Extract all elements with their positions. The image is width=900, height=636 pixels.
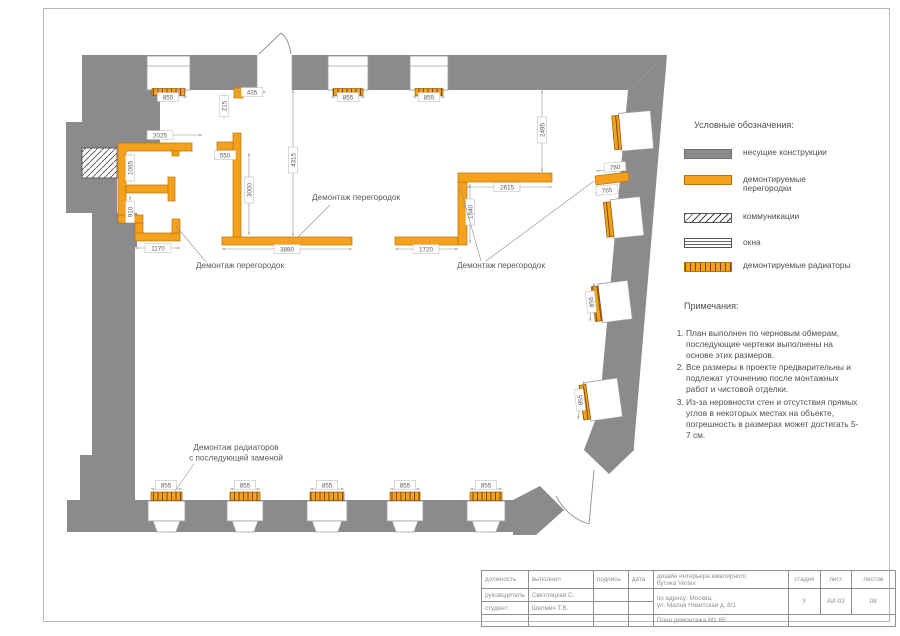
note-item: 1. План выполнен по черновым обмерам, последующие чертежи выполнены на основе этих размеров.: [686, 328, 862, 361]
tb-row-name: Шелмич Т.В.: [528, 602, 593, 615]
svg-text:2495: 2495: [539, 122, 547, 138]
dimension: [147, 131, 173, 140]
dimension: [220, 95, 229, 117]
tb-empty-cell: [788, 615, 895, 627]
svg-text:855: 855: [342, 94, 354, 102]
tb-empty-cell: [628, 615, 653, 627]
tb-header-stage: стадия: [788, 571, 820, 589]
tb-header-sheet: лист: [820, 571, 851, 589]
legend-item-communications: [684, 212, 890, 223]
dimension: [316, 481, 338, 490]
tb-header-sheets: листов: [851, 571, 895, 589]
legend-label: коммуникации: [743, 211, 800, 222]
svg-text:855: 855: [423, 94, 435, 102]
svg-text:4315: 4315: [290, 152, 298, 168]
tb-empty-cell: [593, 615, 628, 627]
windows-swatch: [684, 238, 732, 248]
communications-swatch: [684, 213, 732, 223]
walls-layer: [66, 55, 667, 535]
dimension: [585, 291, 596, 313]
tb-row-name: Светлицкая С.: [528, 589, 593, 602]
dimension: [494, 183, 520, 192]
notes: [670, 301, 884, 442]
annotation-label: с последующей заменой: [189, 453, 283, 463]
dimensions-layer: [118, 88, 632, 490]
dimension: [394, 481, 416, 490]
tb-project-line1: дизайн интерьера ювелирного: [656, 572, 747, 580]
annotation-label: Демонтаж радиаторов: [193, 443, 279, 452]
svg-text:855: 855: [162, 94, 174, 102]
tb-sheet-value: АИ-03: [820, 589, 851, 615]
notes-title: Примечания:: [684, 301, 739, 311]
window: [576, 378, 623, 422]
dimension: [289, 147, 298, 173]
load-bearing-swatch: [684, 149, 732, 159]
tb-address: [653, 589, 788, 615]
window: [147, 56, 190, 96]
radiator: [151, 492, 182, 501]
tb-empty-cell: [528, 615, 593, 627]
legend-item-radiators: [684, 261, 890, 272]
legend-label: несущие конструкции: [743, 147, 827, 157]
communications-hatch: [82, 148, 117, 178]
top-door: [257, 33, 292, 91]
svg-text:550: 550: [219, 152, 231, 160]
window: [410, 56, 448, 96]
dimension: [413, 245, 439, 254]
svg-text:3000: 3000: [246, 182, 254, 198]
annotation-label: Демонтаж перегородок: [311, 193, 401, 202]
tb-address-line2: ул. Малая Никитская д. 8/1: [656, 601, 736, 609]
tb-header-position: должность: [482, 571, 529, 589]
annotation-label: Демонтаж перегородок: [456, 261, 546, 270]
dimension: [234, 481, 256, 490]
legend-label: окна: [743, 236, 761, 247]
svg-text:1065: 1065: [127, 160, 135, 176]
svg-text:3880: 3880: [279, 246, 295, 254]
tb-header-executor: выполнил: [528, 571, 593, 589]
dimension: [418, 93, 440, 102]
legend-label: демонтируемые радиаторы: [743, 260, 851, 271]
svg-text:780: 780: [609, 163, 621, 172]
entrance-door: [556, 470, 594, 524]
svg-text:1640: 1640: [467, 204, 475, 220]
dimension: [214, 151, 236, 160]
svg-text:855: 855: [321, 482, 333, 490]
tb-drawing-title: План демонтажа М1:65: [653, 615, 788, 627]
window: [328, 56, 368, 96]
title-block: [481, 570, 896, 627]
dimension: [475, 481, 497, 490]
dimension: [245, 177, 254, 203]
tb-signature-cell: [593, 602, 628, 615]
tb-header-signature: подпись: [593, 571, 628, 589]
dimension: [604, 162, 626, 173]
dimension: [126, 201, 135, 223]
dimension: [126, 155, 135, 181]
window: [603, 197, 644, 240]
dimension: [145, 244, 171, 253]
tb-project: [653, 571, 788, 589]
svg-text:855: 855: [587, 296, 596, 308]
svg-text:855: 855: [480, 482, 492, 490]
annotation-label: Демонтаж перегородок: [195, 261, 285, 270]
tb-row-position: студент: [482, 602, 529, 615]
dimension: [538, 117, 547, 143]
tb-header-date: дата: [628, 571, 653, 589]
legend-label: демонтируемые перегородки: [743, 173, 806, 194]
svg-text:910: 910: [127, 206, 135, 218]
tb-empty-cell: [482, 615, 529, 627]
svg-text:855: 855: [399, 482, 411, 490]
dimension: [337, 93, 359, 102]
legend-item-load-bearing: [684, 148, 890, 159]
svg-text:435: 435: [246, 89, 258, 97]
svg-text:855: 855: [239, 482, 251, 490]
legend-title: Условные обозначения:: [694, 120, 794, 130]
tb-date-cell: [628, 589, 653, 602]
svg-text:1720: 1720: [418, 246, 434, 254]
partitions-layer: [118, 88, 629, 245]
radiator: [230, 492, 260, 501]
svg-text:2025: 2025: [152, 132, 168, 140]
dimension: [155, 481, 177, 490]
window: [612, 111, 654, 152]
demolished-radiators-swatch: [684, 262, 732, 272]
radiator: [470, 492, 502, 501]
legend-item-windows: [684, 238, 890, 249]
demolished-partitions-swatch: [684, 175, 732, 185]
notes-list: [670, 328, 862, 441]
tb-sheets-value: 08: [851, 589, 895, 615]
svg-text:855: 855: [160, 482, 172, 490]
radiator: [310, 492, 344, 501]
dimension: [274, 245, 300, 254]
legend-item-partitions: [684, 175, 890, 195]
tb-address-line1: по адресу: Москва,: [656, 594, 713, 602]
tb-date-cell: [628, 602, 653, 615]
dimension: [596, 185, 618, 196]
dimension: [241, 88, 263, 97]
tb-row-position: руководитель: [482, 589, 529, 602]
tb-stage-value: У: [788, 589, 820, 615]
svg-text:2615: 2615: [499, 184, 515, 192]
svg-text:1170: 1170: [151, 245, 165, 253]
tb-signature-cell: [593, 589, 628, 602]
radiator: [390, 492, 420, 501]
window: [591, 280, 632, 323]
svg-text:765: 765: [601, 186, 613, 195]
note-item: 2. Все размеры в проекте предварительны и подлежат уточнению после монтажных работ и чистовой отделки.: [686, 362, 862, 395]
dimension: [157, 93, 179, 102]
note-item: 3. Из-за неровности стен и отсутствия прямых углов в некоторых местах на объекте, погрешность в размерах может достигать 5-7 см.: [686, 397, 862, 441]
tb-project-line2: бутика Vertex: [656, 579, 696, 587]
svg-text:215: 215: [221, 100, 229, 112]
legend: [684, 120, 890, 272]
svg-text:855: 855: [576, 394, 586, 406]
